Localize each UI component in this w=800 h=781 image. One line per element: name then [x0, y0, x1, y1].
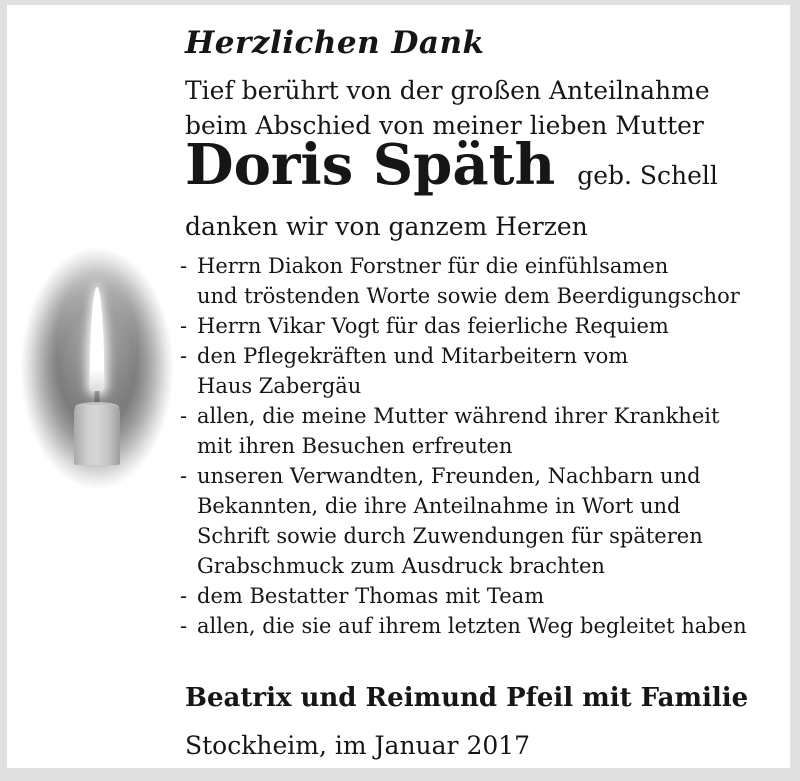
intro-line-1: Tief berührt von der großen Anteilnahme [185, 76, 710, 105]
candle-body [74, 405, 120, 465]
thanks-item [180, 341, 747, 401]
thanks-line: Schrift sowie durch Zuwendungen für späteren [197, 524, 703, 548]
notice-paper [7, 5, 790, 768]
list-dash: - [180, 464, 188, 488]
thanks-line: Herrn Diakon Forstner für die einfühlsamen [197, 254, 669, 278]
dateline: Stockheim, im Januar 2017 [185, 731, 531, 760]
thanks-line: dem Bestatter Thomas mit Team [197, 584, 545, 608]
thanks-line: den Pflegekräften und Mitarbeitern vom [197, 344, 629, 368]
list-dash: - [180, 404, 188, 428]
thanks-line: Bekannten, die ihre Anteilnahme in Wort und [197, 494, 681, 518]
list-dash: - [180, 314, 188, 338]
signature-line: Beatrix und Reimund Pfeil mit Familie [185, 683, 749, 713]
list-dash: - [180, 584, 188, 608]
list-dash: - [180, 614, 188, 638]
maiden-name: geb. Schell [577, 161, 718, 190]
lead-line: danken wir von ganzem Herzen [185, 212, 588, 241]
deceased-name: Doris Späth [185, 132, 556, 198]
list-dash: - [180, 344, 188, 368]
notice-title: Herzlichen Dank [185, 25, 485, 61]
thanks-list [180, 251, 747, 641]
thanks-item [180, 611, 747, 641]
list-dash: - [180, 254, 188, 278]
thanks-item [180, 401, 747, 461]
thanks-line: Haus Zabergäu [197, 374, 362, 398]
deceased-name-row [185, 132, 718, 198]
thanks-line: unseren Verwandten, Freunden, Nachbarn und [197, 464, 701, 488]
thanks-item [180, 311, 747, 341]
memorial-candle-photo [13, 235, 181, 507]
thanks-line: Grabschmuck zum Ausdruck brachten [197, 554, 605, 578]
thanks-line: allen, die sie auf ihrem letzten Weg begleitet haben [197, 614, 747, 638]
thanks-line: und tröstenden Worte sowie dem Beerdigungschor [197, 284, 740, 308]
thanks-item [180, 251, 747, 311]
intro-line-2: beim Abschied von meiner lieben Mutter [185, 111, 704, 140]
thanks-line: Herrn Vikar Vogt für das feierliche Requiem [197, 314, 669, 338]
thanks-line: allen, die meine Mutter während ihrer Krankheit [197, 404, 720, 428]
thanks-line: mit ihren Besuchen erfreuten [197, 434, 513, 458]
thanks-item [180, 461, 747, 581]
thanks-item [180, 581, 747, 611]
